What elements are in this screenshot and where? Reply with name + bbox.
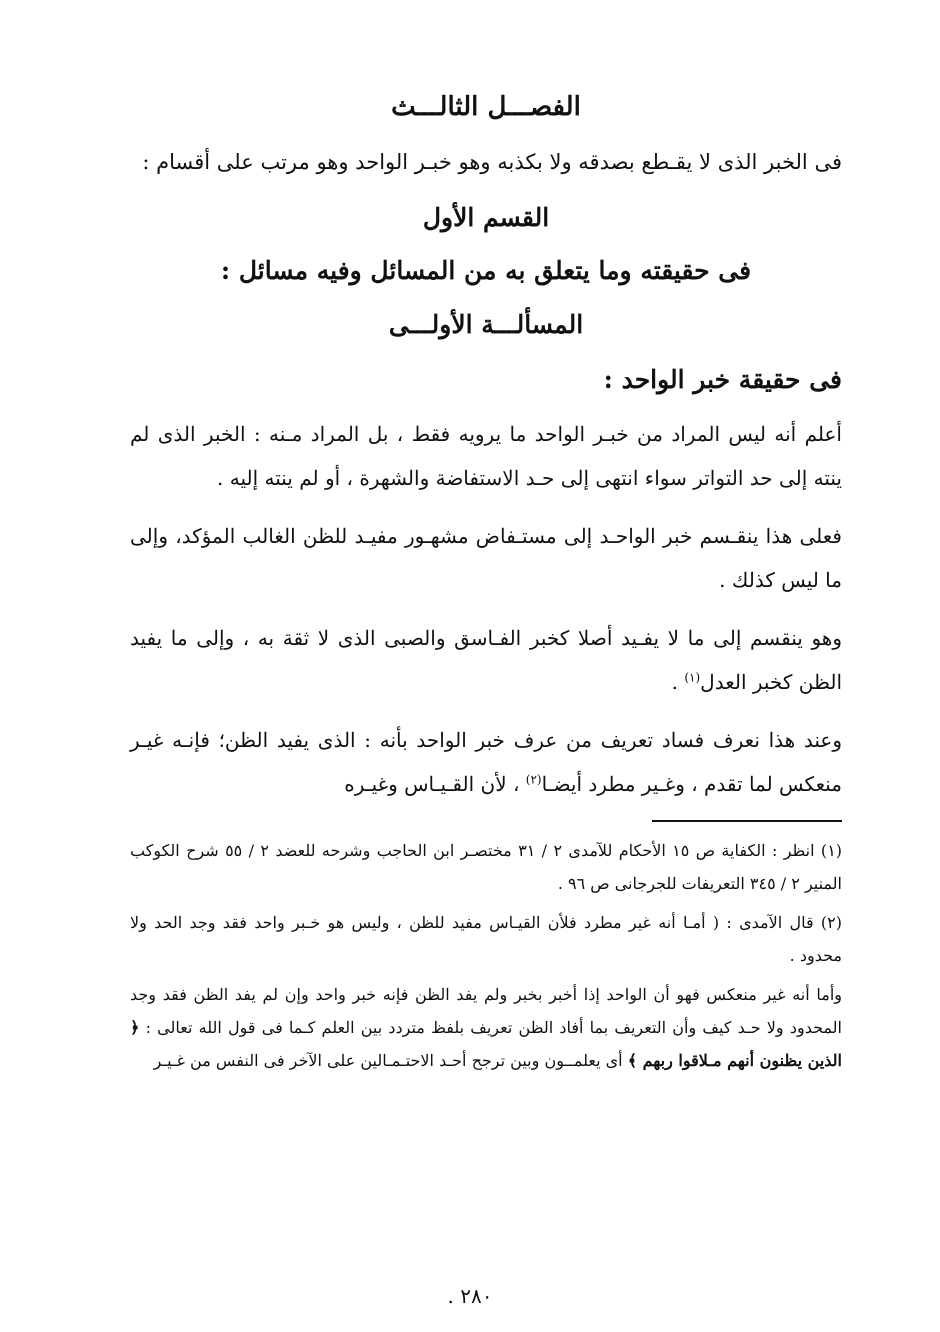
section-title: القسم الأول [422,203,550,232]
intro-paragraph: فى الخبر الذى لا يقـطع بصدقه ولا بكذبه وهو خبـر الواحد وهو مرتب على أقسام : [142,150,842,174]
footnote-1: (١) انظر : الكفاية ص ١٥ الأحكام للآمدى ٢ / ٣١ مختصـر ابن الحاجب وشرحه للعضد ٢ / ٥٥ شرح الكوكب المنير ٢ / ٣٤٥ التعريفات للجرجانى ص ٩٦ . [130,841,843,893]
page-number: ٢٨٠ . [447,1284,493,1308]
footnote-separator [652,820,842,822]
section-subtitle: فى حقيقته وما يتعلق به من المسائل وفيه مسائل : [220,256,752,285]
footnote-2-continuation-after: أى يعلمــون وبين ترجح أحـد الاحتـمـالين على الآخر فى النفس من غـيـر [153,1051,623,1070]
body-paragraph-4 [130,718,842,806]
body-paragraph-3: وهو ينقسم إلى ما لا يفـيد أصلا كخبر الفـاسق والصبى الذى لا ثقة به ، وإلى ما يفيد الظن كخبر العدل$^{(١)}$ . [130,626,842,694]
body-paragraph-3-text: وهو ينقسم إلى ما لا يفـيد أصلا كخبر الفـاسق والصبى الذى لا ثقة به ، وإلى ما يفيد الظن كخبر العدل [130,626,842,694]
body-paragraph-4-text: وعند هذا نعرف فساد تعريف من عرف خبر الواحد بأنه : الذى يفيد الظن؛ فإنـه غيـر منعكس لما تقدم ، وغـير مطرد أيضـا [130,728,842,796]
quran-quote: ﴿ الذين يظنون أنهم مـلاقوا ربهم ﴾ [130,1018,842,1070]
body-paragraph-4-tail: ، لأن القـيـاس وغيـره [344,772,520,796]
footnote-ref-1: (١) [684,670,701,685]
footnote-2-continuation [130,978,842,1077]
footnote-ref-2: (٢) [525,772,542,787]
footnote-2: (٢) قال الآمدى : ( أمـا أنه غير مطرد فلأن القيـاس مفيد للظن ، وليس هو خـبر واحد فقد وجد الحد ولا محدود . [130,913,842,965]
chapter-title: الفصـــل الثالـــث [391,92,581,122]
footnote-2-continuation-before: وأما أنه غير منعكس فهو أن الواحد إذا أخبر بخبر ولم يفد الظن فإنه خبر واحد وإن لم يفد الظن فقد وجد المحدود ولا حـد كيف وأن التعريف بما أفاد الظن تعريف بلفظ متردد بين العلم كـما فى قول الله تعالى : [130,985,843,1037]
issue-title: المسألـــة الأولـــى [388,310,584,339]
document-page [130,84,842,1077]
body-paragraph-1: أعلم أنه ليس المراد من خبـر الواحد ما يرويه فقط ، بل المراد مـنه : الخبر الذى لم ينته إلى حد التواتر سواء انتهى إلى حـد الاستفاضة والشهرة ، أو لم ينته إليه . [130,422,842,490]
body-paragraph-2: فعلى هذا ينقـسم خبر الواحـد إلى مستـفاض مشهـور مفيـد للظن الغالب المؤكد، وإلى ما ليس كذلك . [130,524,842,592]
issue-subtitle: فى حقيقة خبر الواحد : [603,365,842,394]
